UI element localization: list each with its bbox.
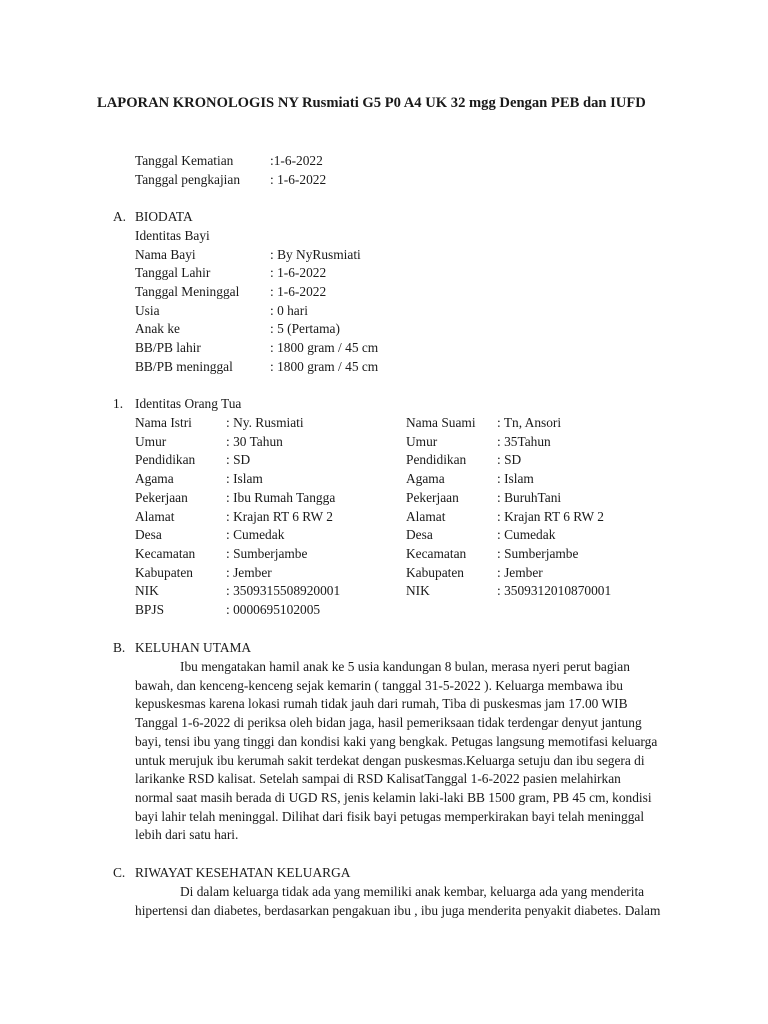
paragraph-line: bayi lahir telah meninggal. Dilihat dari fisik bayi petugas memperkirakan bayi telah meninggal: [135, 808, 645, 824]
parent-value: : Krajan RT 6 RW 2: [226, 509, 333, 524]
field-value: : 1-6-2022: [270, 284, 327, 299]
parent-label: Kecamatan: [135, 546, 196, 561]
parent-label: Nama Suami: [406, 415, 476, 430]
parent-value: : Tn, Ansori: [497, 415, 562, 430]
parent-value: : Jember: [497, 565, 543, 580]
section-marker: A.: [113, 209, 127, 224]
field-label: Usia: [135, 303, 160, 318]
parent-label: Pendidikan: [406, 452, 467, 467]
date-label: Tanggal Kematian: [135, 153, 234, 168]
parent-value: : Ibu Rumah Tangga: [226, 490, 336, 505]
field-label: Tanggal Meninggal: [135, 284, 240, 299]
complaint-paragraph: [135, 658, 695, 845]
parent-value: : 3509315508920001: [226, 583, 341, 598]
field-label: BB/PB lahir: [135, 340, 201, 355]
parent-value: : BuruhTani: [497, 490, 562, 505]
parent-value: : Krajan RT 6 RW 2: [497, 509, 604, 524]
section-heading: Identitas Orang Tua: [135, 396, 242, 411]
parent-value: : Sumberjambe: [497, 546, 579, 561]
parent-label: Umur: [406, 434, 438, 449]
parent-label: Kecamatan: [406, 546, 467, 561]
paragraph-line: larikanke RSD kalisat. Setelah sampai di RSD KalisatTanggal 1-6-2022 pasien melahirkan: [135, 771, 621, 787]
field-value: : 5 (Pertama): [270, 321, 340, 336]
parent-label: Agama: [406, 471, 445, 486]
family-history-paragraph: [135, 883, 695, 920]
field-value: : 0 hari: [270, 303, 308, 318]
parent-label: Kabupaten: [135, 565, 194, 580]
parent-value: : Ny. Rusmiati: [226, 415, 304, 430]
field-label: Tanggal Lahir: [135, 265, 211, 280]
parent-value: : Cumedak: [226, 527, 285, 542]
field-value: : 1-6-2022: [270, 265, 327, 280]
parent-label: Umur: [135, 434, 167, 449]
paragraph-line: bayi, tensi ibu yang tinggi dan kondisi kaki yang bengkak. Petugas langsung memotifasi keluarga: [135, 733, 658, 749]
paragraph-line: Di dalam keluarga tidak ada yang memiliki anak kembar, keluarga ada yang menderita: [180, 884, 645, 899]
field-label: Anak ke: [135, 321, 180, 336]
parent-value: : SD: [226, 452, 251, 467]
parent-label: BPJS: [135, 602, 165, 617]
section-heading: KELUHAN UTAMA: [135, 640, 252, 655]
parent-value: : Jember: [226, 565, 272, 580]
section-marker: 1.: [113, 396, 124, 411]
subheading: Identitas Bayi: [135, 228, 210, 243]
parent-label: NIK: [406, 583, 430, 598]
parent-label: Nama Istri: [135, 415, 192, 430]
parent-label: Pekerjaan: [406, 490, 459, 505]
parent-value: : 30 Tahun: [226, 434, 283, 449]
paragraph-line: hipertensi dan diabetes, berdasarkan pengakuan ibu , ibu juga menderita penyakit diabetes. Dalam: [135, 902, 661, 918]
parent-label: Pekerjaan: [135, 490, 188, 505]
paragraph-line: untuk merujuk ibu kerumah sakit terdekat dengan puskesmas.Keluarga setuju dan ibu segera di: [135, 752, 645, 768]
parent-value: : 0000695102005: [226, 602, 321, 617]
parent-value: : 3509312010870001: [497, 583, 612, 598]
paragraph-line: kepuskesmas karena lokasi rumah tidak jauh dari rumah, Tiba di puskesmas jam 17.00 WIB: [135, 696, 628, 712]
field-value: : 1800 gram / 45 cm: [270, 340, 379, 355]
paragraph-line: Ibu mengatakan hamil anak ke 5 usia kandungan 8 bulan, merasa nyeri perut bagian: [180, 659, 630, 674]
section-marker: C.: [113, 865, 126, 880]
field-label: BB/PB meninggal: [135, 359, 233, 374]
parent-value: : Sumberjambe: [226, 546, 308, 561]
paragraph-line: bawah, dan kenceng-kenceng sejak kemarin ( tanggal 31-5-2022 ). Keluarga membawa ibu: [135, 677, 623, 693]
parent-label: Pendidikan: [135, 452, 196, 467]
date-value: :1-6-2022: [270, 153, 323, 168]
date-label: Tanggal pengkajian: [135, 172, 241, 187]
date-value: : 1-6-2022: [270, 172, 327, 187]
parent-value: : Cumedak: [497, 527, 556, 542]
parent-label: Alamat: [406, 509, 446, 524]
paragraph-line: lebih dari satu hari.: [135, 827, 239, 843]
paragraph-line: normal saat masih berada di UGD RS, jenis kelamin laki-laki BB 1500 gram, PB 45 cm, kondisi: [135, 789, 652, 805]
field-label: Nama Bayi: [135, 247, 196, 262]
parent-label: Alamat: [135, 509, 175, 524]
paragraph-line: Tanggal 1-6-2022 di periksa oleh bidan jaga, hasil pemeriksaan tidak terdengar denyut jantung: [135, 715, 642, 731]
parent-value: : SD: [497, 452, 522, 467]
parent-label: Desa: [406, 527, 433, 542]
section-heading: BIODATA: [135, 209, 193, 224]
report-title: LAPORAN KRONOLOGIS NY Rusmiati G5 P0 A4 UK 32 mgg Dengan PEB dan IUFD: [97, 95, 646, 111]
parent-label: Agama: [135, 471, 174, 486]
parent-label: Desa: [135, 527, 162, 542]
section-heading: RIWAYAT KESEHATAN KELUARGA: [135, 865, 351, 880]
field-value: : 1800 gram / 45 cm: [270, 359, 379, 374]
parent-value: : Islam: [226, 471, 263, 486]
parent-label: Kabupaten: [406, 565, 465, 580]
parent-label: NIK: [135, 583, 159, 598]
field-value: : By NyRusmiati: [270, 247, 361, 262]
parent-value: : 35Tahun: [497, 434, 551, 449]
parent-value: : Islam: [497, 471, 534, 486]
section-marker: B.: [113, 640, 126, 655]
